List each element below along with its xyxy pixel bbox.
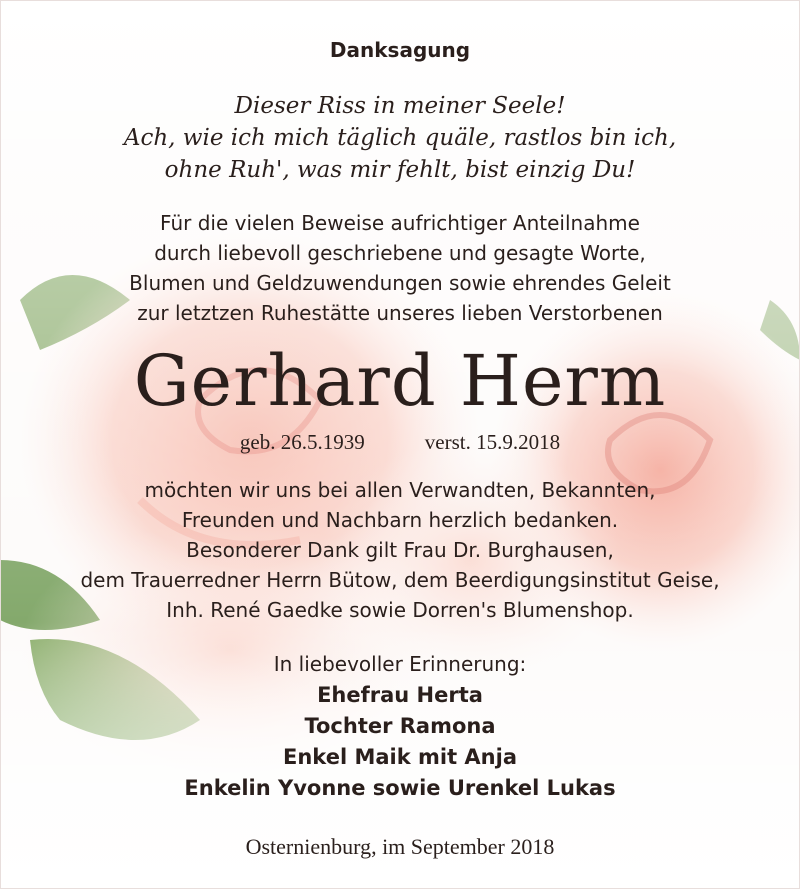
death-date: verst. 15.9.2018 bbox=[424, 430, 561, 454]
remembrance-label: In liebevoller Erinnerung: bbox=[273, 652, 527, 676]
place-and-date: Osternienburg, im September 2018 bbox=[245, 834, 555, 859]
birth-date: geb. 26.5.1939 bbox=[239, 430, 365, 454]
thanks-body-line: Inh. René Gaedke sowie Dorren's Blumenshop. bbox=[166, 598, 634, 622]
family-member: Tochter Ramona bbox=[304, 714, 496, 738]
thanks-body-line: möchten wir uns bei allen Verwandten, Bekannten, bbox=[144, 478, 656, 502]
thanks-intro-line: durch liebevoll geschriebene und gesagte Worte, bbox=[154, 241, 646, 265]
thanks-intro-line: Blumen und Geldzuwendungen sowie ehrendes Geleit bbox=[129, 271, 671, 295]
family-member: Enkel Maik mit Anja bbox=[283, 745, 517, 769]
thanks-intro-line: Für die vielen Beweise aufrichtiger Anteilnahme bbox=[160, 211, 640, 235]
thanks-intro-line: zur letztzen Ruhestätte unseres lieben Verstorbenen bbox=[137, 301, 663, 325]
poem-line: ohne Ruh', was mir fehlt, bist einzig Du! bbox=[164, 157, 636, 183]
thanks-body-line: Freunden und Nachbarn herzlich bedanken. bbox=[181, 508, 619, 532]
deceased-name: Gerhard Herm bbox=[133, 340, 667, 422]
poem-line: Ach, wie ich mich täglich quäle, rastlos bin ich, bbox=[123, 125, 677, 151]
heading-danksagung: Danksagung bbox=[329, 38, 471, 62]
thanks-body-line: dem Trauerredner Herrn Bütow, dem Beerdigungsinstitut Geise, bbox=[80, 568, 720, 592]
family-member: Ehefrau Herta bbox=[317, 683, 483, 707]
thanks-body-line: Besonderer Dank gilt Frau Dr. Burghausen, bbox=[186, 538, 614, 562]
poem-line: Dieser Riss in meiner Seele! bbox=[234, 93, 566, 119]
family-member: Enkelin Yvonne sowie Urenkel Lukas bbox=[184, 776, 616, 800]
